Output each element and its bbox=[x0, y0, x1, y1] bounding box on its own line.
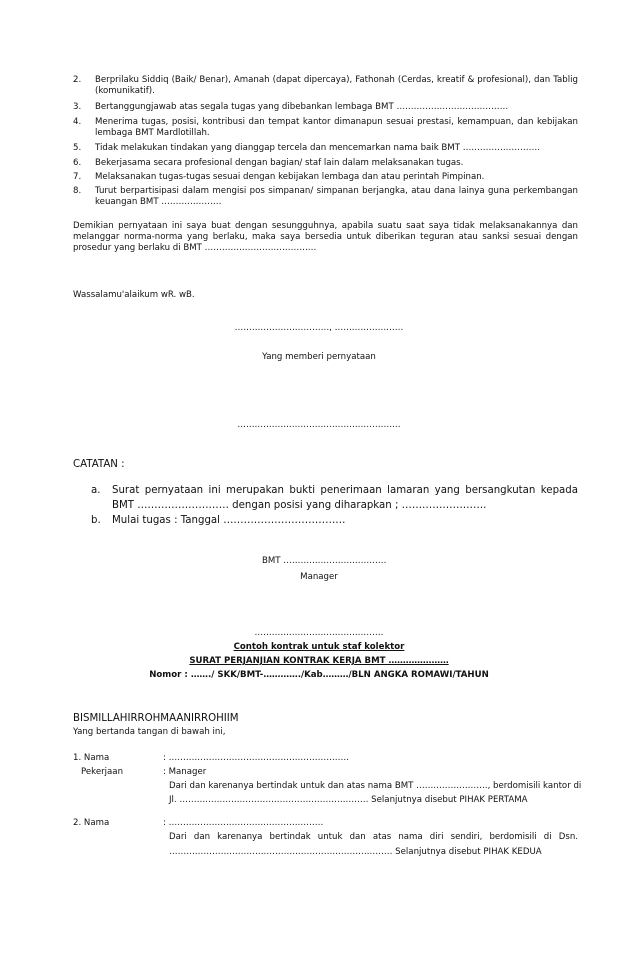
party2-description-line2: …………………………………………………………………… Selanjutnya disebut PIHAK KEDUA bbox=[169, 847, 542, 857]
item-number: 5. bbox=[73, 143, 82, 153]
party1-job-label: Pekerjaan bbox=[81, 767, 124, 777]
list-item-text: Menerima tugas, posisi, kontribusi dan tempat kantor dimanapun sesuai prestasi, kemampuan, dan kebijakan lembaga BMT Mardlotillah. bbox=[95, 117, 578, 138]
list-item-text: Bekerjasama secara profesional dengan bagian/ staf lain dalam melaksanakan tugas. bbox=[95, 158, 464, 168]
item-number: 2. bbox=[73, 75, 82, 85]
list-item-text: Turut berpartisipasi dalam mengisi pos simpanan/ simpanan berjangka, atau dana lainya guna perkembangan keuangan BMT ………………… bbox=[95, 186, 578, 207]
contract-example-title: Contoh kontrak untuk staf kolektor bbox=[233, 642, 405, 652]
catatan-a-line2: BMT ……………………… dengan posisi yang diharapkan ; ……………………. bbox=[112, 500, 487, 511]
item-number: 3. bbox=[73, 102, 82, 112]
contract-intro: Yang bertanda tangan di bawah ini, bbox=[73, 727, 226, 737]
signer-label: Yang memberi pernyataan bbox=[262, 352, 376, 362]
catatan-letter: b. bbox=[91, 515, 101, 526]
list-item-text: Berprilaku Siddiq (Baik/ Benar), Amanah (dapat dipercaya), Fathonah (Cerdas, kreatif & profesional), dan Tablig (komunikatif). bbox=[95, 75, 578, 96]
list-item-text: Melaksanakan tugas-tugas sesuai dengan kebijakan lembaga dan atau perintah Pimpinan. bbox=[95, 172, 485, 182]
statement-paragraph: Demikian pernyataan ini saya buat dengan sesungguhnya, apabila suatu saat saya tidak melaksanakannya dan melanggar norma-norma yang berlaku, maka saya bersedia untuk diberikan teguran atau sanksi sesuai dengan prosedur yang berlaku di BMT ………………………………… bbox=[73, 221, 578, 253]
place-date-line: ……………………………, …………………… bbox=[234, 323, 404, 333]
manager-signature-line: ……………………………………… bbox=[254, 628, 384, 638]
list-item-text: Tidak melakukan tindakan yang dianggap tercela dan mencemarkan nama baik BMT ……………………… bbox=[95, 143, 541, 153]
bmt-label: BMT ……………………………… bbox=[262, 556, 387, 566]
closing-greeting: Wassalamu'alaikum wR. wB. bbox=[73, 290, 195, 300]
party1-name-value: : ……………………………………………………… bbox=[163, 753, 350, 763]
party1-name-label: 1. Nama bbox=[73, 753, 110, 763]
item-number: 8. bbox=[73, 186, 82, 196]
item-number: 7. bbox=[73, 172, 82, 182]
party1-description-line2: Jl. ………………………………………………………… Selanjutnya disebut PIHAK PERTAMA bbox=[169, 795, 528, 805]
item-number: 4. bbox=[73, 117, 82, 127]
party1-description-line1: Dari dan karenanya bertindak untuk dan atas nama BMT ……………………., berdomisili kantor di bbox=[169, 781, 582, 791]
bismillah-heading: BISMILLAHIRROHMAANIRROHIIM bbox=[73, 713, 239, 724]
signer-signature-line: ………………………………………………… bbox=[237, 420, 401, 430]
party2-description-line1: Dari dan karenanya bertindak untuk dan atas nama diri sendiri, berdomisili di Dsn. bbox=[169, 832, 578, 842]
list-item-text: Bertanggungjawab atas segala tugas yang dibebankan lembaga BMT ………………………………… bbox=[95, 102, 509, 112]
party2-name-value: : ……………………………………………… bbox=[163, 818, 324, 828]
catatan-a-line1: Surat pernyataan ini merupakan bukti penerimaan lamaran yang bersangkutan kepada bbox=[112, 485, 578, 496]
contract-heading: SURAT PERJANJIAN KONTRAK KERJA BMT ………………… bbox=[189, 656, 449, 666]
party2-name-label: 2. Nama bbox=[73, 818, 110, 828]
party1-job-value: : Manager bbox=[163, 767, 207, 777]
catatan-b-line1: Mulai tugas : Tanggal ……………………………… bbox=[112, 515, 346, 526]
contract-number: Nomor : ……./ SKK/BMT-…………./Kab………/BLN ANGKA ROMAWI/TAHUN bbox=[149, 670, 489, 680]
catatan-letter: a. bbox=[91, 485, 101, 496]
manager-label: Manager bbox=[300, 572, 338, 582]
item-number: 6. bbox=[73, 158, 82, 168]
catatan-heading: CATATAN : bbox=[73, 459, 125, 470]
